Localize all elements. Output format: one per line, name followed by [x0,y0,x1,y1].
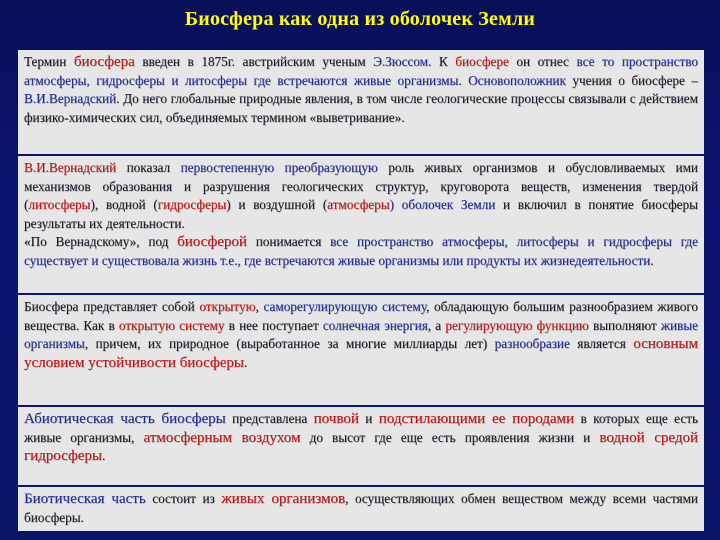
text-run: в которых еще есть живые организмы, [24,411,698,445]
text-run: . [458,72,469,88]
term-biosphere: биосфера [73,54,135,70]
name-suess: Э.Зюссом [373,54,429,69]
text-run: Термин [24,54,74,69]
term-underlying-rocks: подстилающими ее породами [378,411,575,427]
term-biosphere: биосфере [455,54,509,69]
paragraph-open-system [18,295,704,405]
definition-highlight: все то пространство атмосферы, гидросферы и литосферы где встречаются живые организмы [24,54,698,88]
term-biotic: Биотическая часть [24,491,146,507]
definition-highlight: все пространство атмосферы, литосферы и гидросферы где существует и существовала жизнь т.е., где встречаются живые организмы или продукты их жизнедеятельности [24,234,698,268]
term-lithosphere: литосферы [28,197,91,212]
term-living-organisms: живых организмов [221,491,346,507]
text-run: является [569,336,634,351]
text-run: в нее поступает [224,317,323,333]
term-hydrosphere: гидросферы [157,197,227,212]
text-run: ) и воздушной ( [226,197,328,212]
term-abiotic: Абиотическая часть биосферы [24,411,226,427]
slide-title: Биосфера как одна из оболочек Земли [184,8,536,30]
text-run: , а [427,317,446,333]
text-run: . [243,354,248,370]
founder-label: Основоположник [468,72,566,88]
text-run: , обладающую большим разнообразием живого вещества. Как в [24,299,699,333]
text-run: и включил в понятие биосферы результаты их деятельности. [24,197,698,231]
term-atmosphere: атмосферы [327,197,390,212]
text-run: состоит из [145,491,222,506]
term-regulating-function: регулирующую функцию [445,317,589,333]
text-run: до высот где еще есть проявления жизни и [300,429,600,445]
paragraph-term-origin [18,50,704,154]
name-vernadsky: В.И.Вернадский [24,91,117,106]
term-open-system: открытую систему [118,317,225,333]
term-solar-energy: солнечная энергия [322,317,428,333]
text-run: учения о биосфере – [565,72,698,88]
text-run: . К [428,54,456,69]
text-run: , осуществляющих обмен веществом между всеми частями биосферы. [24,491,698,525]
text-run: , причем, их природное (выработанное за многие миллиарды лет) [84,336,495,351]
text-run: показал [116,160,181,175]
term-self-regulating: саморегулирующую систему [263,299,427,314]
paragraph-abiotic [18,407,704,485]
text-run: представлена [225,411,314,426]
term-diversity: разнообразие [494,336,570,351]
highlight-shells: ) оболочек Земли [389,197,496,212]
text-run: «По Вернадскому», под [24,234,178,249]
term-open: открытую [199,299,256,314]
term-atmospheric-air: атмосферным воздухом [143,429,301,446]
text-run: понимается [246,234,331,249]
text-run: и [358,411,379,426]
text-run: он отнес [508,54,577,69]
text-run: . [101,448,106,463]
text-run: введен в 1875г. австрийским ученым [134,54,374,69]
paragraph-biotic [18,487,704,531]
term-stability-condition: основным условием устойчивости биосферы [24,336,698,371]
name-vernadsky: В.И.Вернадский [24,160,117,175]
text-run: Биосфера представляет собой [24,299,200,314]
term-soil: почвой [313,411,359,427]
text-run: . До него глобальные природные явления, в том числе геологические процессы связывали с действием физико-химических сил, объединяемых термином «выветривание». [24,91,698,125]
text-run: выполняют [588,317,661,333]
text-run: , [255,299,264,314]
term-living-organisms: живые организмы [24,317,698,351]
text-run: ), водной ( [90,197,158,212]
term-water-environment: водной средой гидросферы [24,429,698,464]
paragraph-vernadsky [18,156,704,293]
text-run: . [650,252,654,268]
term-biosphere: биосферой [177,234,247,250]
highlight-transforming: первостепенную преобразующую [180,160,378,175]
text-run: роль живых организмов и обусловливаемых ими механизмов образования и разрушения геологических структур, круговорота веществ, изменения твердой ( [24,160,698,212]
